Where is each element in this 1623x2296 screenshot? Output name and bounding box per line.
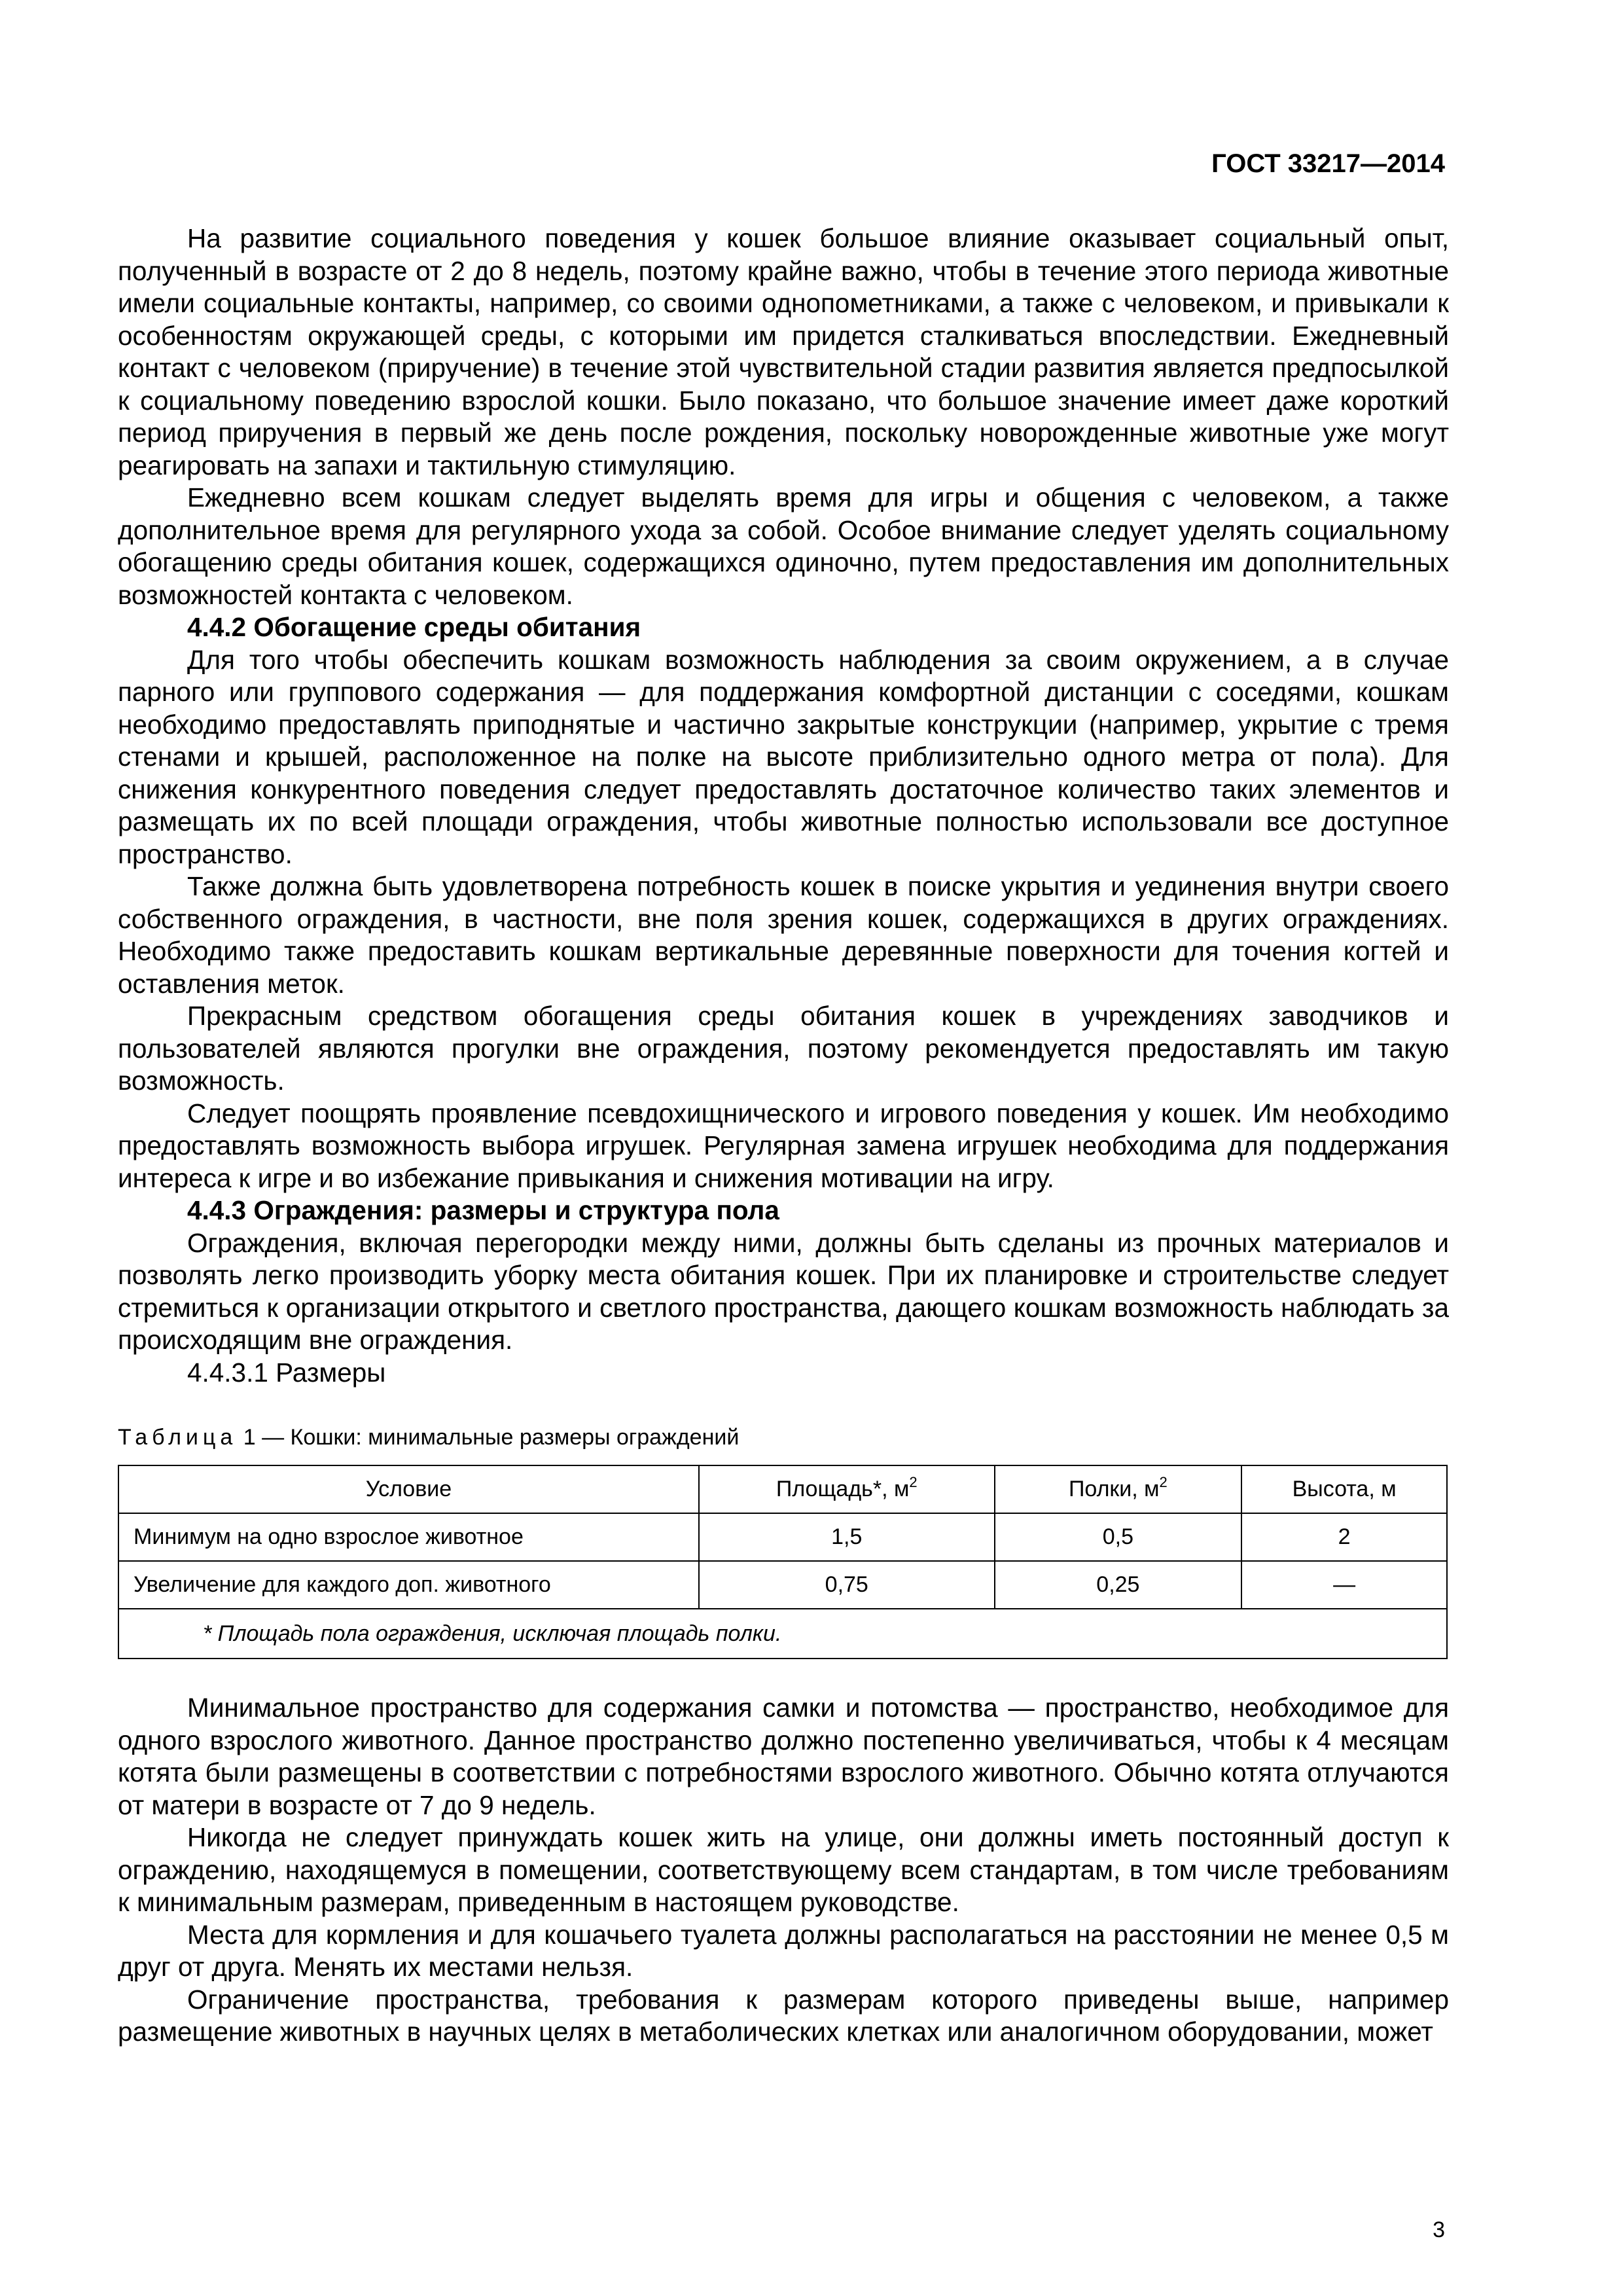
cell-condition: Увеличение для каждого доп. животного — [118, 1561, 699, 1609]
paragraph: На развитие социального поведения у кошек большое влияние оказывает социальный опыт, полученный в возрасте от 2 до 8 недель, поэтому крайне важно, чтобы в течение этого периода животные имели социальные контакты, например, со своими однопометниками, а также с человеком, и привыкали к особенностям окружающей среды, с которыми им придется сталкиваться впоследствии. Ежедневный контакт с человеком (приручение) в течение этой чувствительной стадии развития является предпосылкой к социальному поведению взрослой кошки. Было показано, что большое значение имеет даже короткий период приручения в первый же день после рождения, поскольку новорожденные животные уже могут реагировать на запахи и тактильную стимуляцию. — [118, 223, 1449, 480]
table-footnote-row — [118, 1609, 1447, 1659]
paragraph: Ограждения, включая перегородки между ними, должны быть сделаны из прочных материалов и позволять легко производить уборку места обитания кошек. При их планировке и строительстве следует стремиться к организации открытого и светлого пространства, дающего кошкам возможность наблюдать за происходящим вне ограждения. — [118, 1227, 1449, 1355]
table-caption — [118, 1423, 1449, 1452]
paragraph: Следует поощрять проявление псевдохищнического и игрового поведения у кошек. Им необходимо предоставлять возможность выбора игрушек. Регулярная замена игрушек необходима для поддержания интереса к игре и во избежание привыкания и снижения мотивации на игру. — [118, 1098, 1449, 1193]
table-row — [118, 1513, 1447, 1561]
cell-height: — — [1241, 1561, 1447, 1609]
table-header-row — [118, 1465, 1447, 1513]
enclosure-size-table — [118, 1465, 1448, 1659]
header-condition: Условие — [118, 1465, 699, 1513]
paragraph: Ежедневно всем кошкам следует выделять время для игры и общения с человеком, а также дополнительное время для регулярного ухода за собой. Особое внимание следует уделять социальному обогащению среды обитания кошек, содержащихся одиночно, путем предоставления им дополнительных возможностей контакта с человеком. — [118, 482, 1449, 610]
table-caption-text: 1 — Кошки: минимальные размеры ограждений — [237, 1425, 740, 1450]
header-area — [699, 1465, 995, 1513]
cell-height: 2 — [1241, 1513, 1447, 1561]
cell-area: 0,75 — [699, 1561, 995, 1609]
paragraph: Прекрасным средством обогащения среды обитания кошек в учреждениях заводчиков и пользователей являются прогулки вне ограждения, поэтому рекомендуется предоставлять им такую возможность. — [118, 1001, 1449, 1096]
table-caption-label: Таблица — [118, 1425, 238, 1450]
paragraph: Никогда не следует принуждать кошек жить на улице, они должны иметь постоянный доступ к ограждению, находящемуся в помещении, соответствующему всем стандартам, в том числе требованиям к минимальным размерам, приведенным в настоящем руководстве. — [118, 1822, 1449, 1917]
cell-condition: Минимум на одно взрослое животное — [118, 1513, 699, 1561]
header-area-sup: 2 — [909, 1474, 918, 1490]
bottom-text — [118, 1692, 1449, 2049]
header-shelves-sup: 2 — [1159, 1474, 1168, 1490]
header-area-label: Площадь*, м — [776, 1477, 910, 1501]
header-shelves-label: Полки, м — [1068, 1477, 1160, 1501]
cell-shelves: 0,5 — [995, 1513, 1242, 1561]
page-number: 3 — [1433, 2217, 1445, 2242]
table-footnote: * Площадь пола ограждения, исключая площадь полки. — [118, 1609, 1447, 1659]
paragraph: Для того чтобы обеспечить кошкам возможность наблюдения за своим окружением, а в случае парного или группового содержания — для поддержания комфортной дистанции с соседями, кошкам необходимо предоставлять приподнятые и частично закрытые конструкции (например, укрытие с тремя стенами и крышей, расположенное на полке на высоте приблизительно одного метра от пола). Для снижения конкурентного поведения следует предоставлять достаточное количество таких элементов и размещать их по всей площади ограждения, чтобы животные полностью использовали все доступное пространство. — [118, 644, 1449, 869]
cell-shelves: 0,25 — [995, 1561, 1242, 1609]
cell-area: 1,5 — [699, 1513, 995, 1561]
section-heading-4-4-2: 4.4.2 Обогащение среды обитания — [187, 612, 641, 642]
paragraph: Места для кормления и для кошачьего туалета должны располагаться на расстоянии не менее 0,5 м друг от друга. Менять их местами нельзя. — [118, 1919, 1449, 1982]
section-heading-4-4-3: 4.4.3 Ограждения: размеры и структура пола — [187, 1195, 779, 1225]
paragraph: Также должна быть удовлетворена потребность кошек в поиске укрытия и уединения внутри своего собственного ограждения, в частности, вне поля зрения кошек, содержащихся в других ограждениях. Необходимо также предоставить кошкам вертикальные деревянные поверхности для точения когтей и оставления меток. — [118, 871, 1449, 999]
document-standard-number: ГОСТ 33217—2014 — [1211, 149, 1445, 178]
table-row — [118, 1561, 1447, 1609]
header-shelves — [995, 1465, 1242, 1513]
paragraph: Ограничение пространства, требования к размерам которого приведены выше, например размещение животных в научных целях в метаболических клетках или аналогичном оборудовании, может — [118, 1984, 1449, 2047]
page-body — [118, 223, 1449, 2049]
paragraph: Минимальное пространство для содержания самки и потомства — пространство, необходимое для одного взрослого животного. Данное пространство должно постепенно увеличиваться, чтобы к 4 месяцам котята были размещены в соответствии с потребностями взрослого животного. Обычно котята отлучаются от матери в возрасте от 7 до 9 недель. — [118, 1693, 1449, 1820]
subsection-heading-4-4-3-1: 4.4.3.1 Размеры — [187, 1357, 386, 1388]
header-height: Высота, м — [1241, 1465, 1447, 1513]
